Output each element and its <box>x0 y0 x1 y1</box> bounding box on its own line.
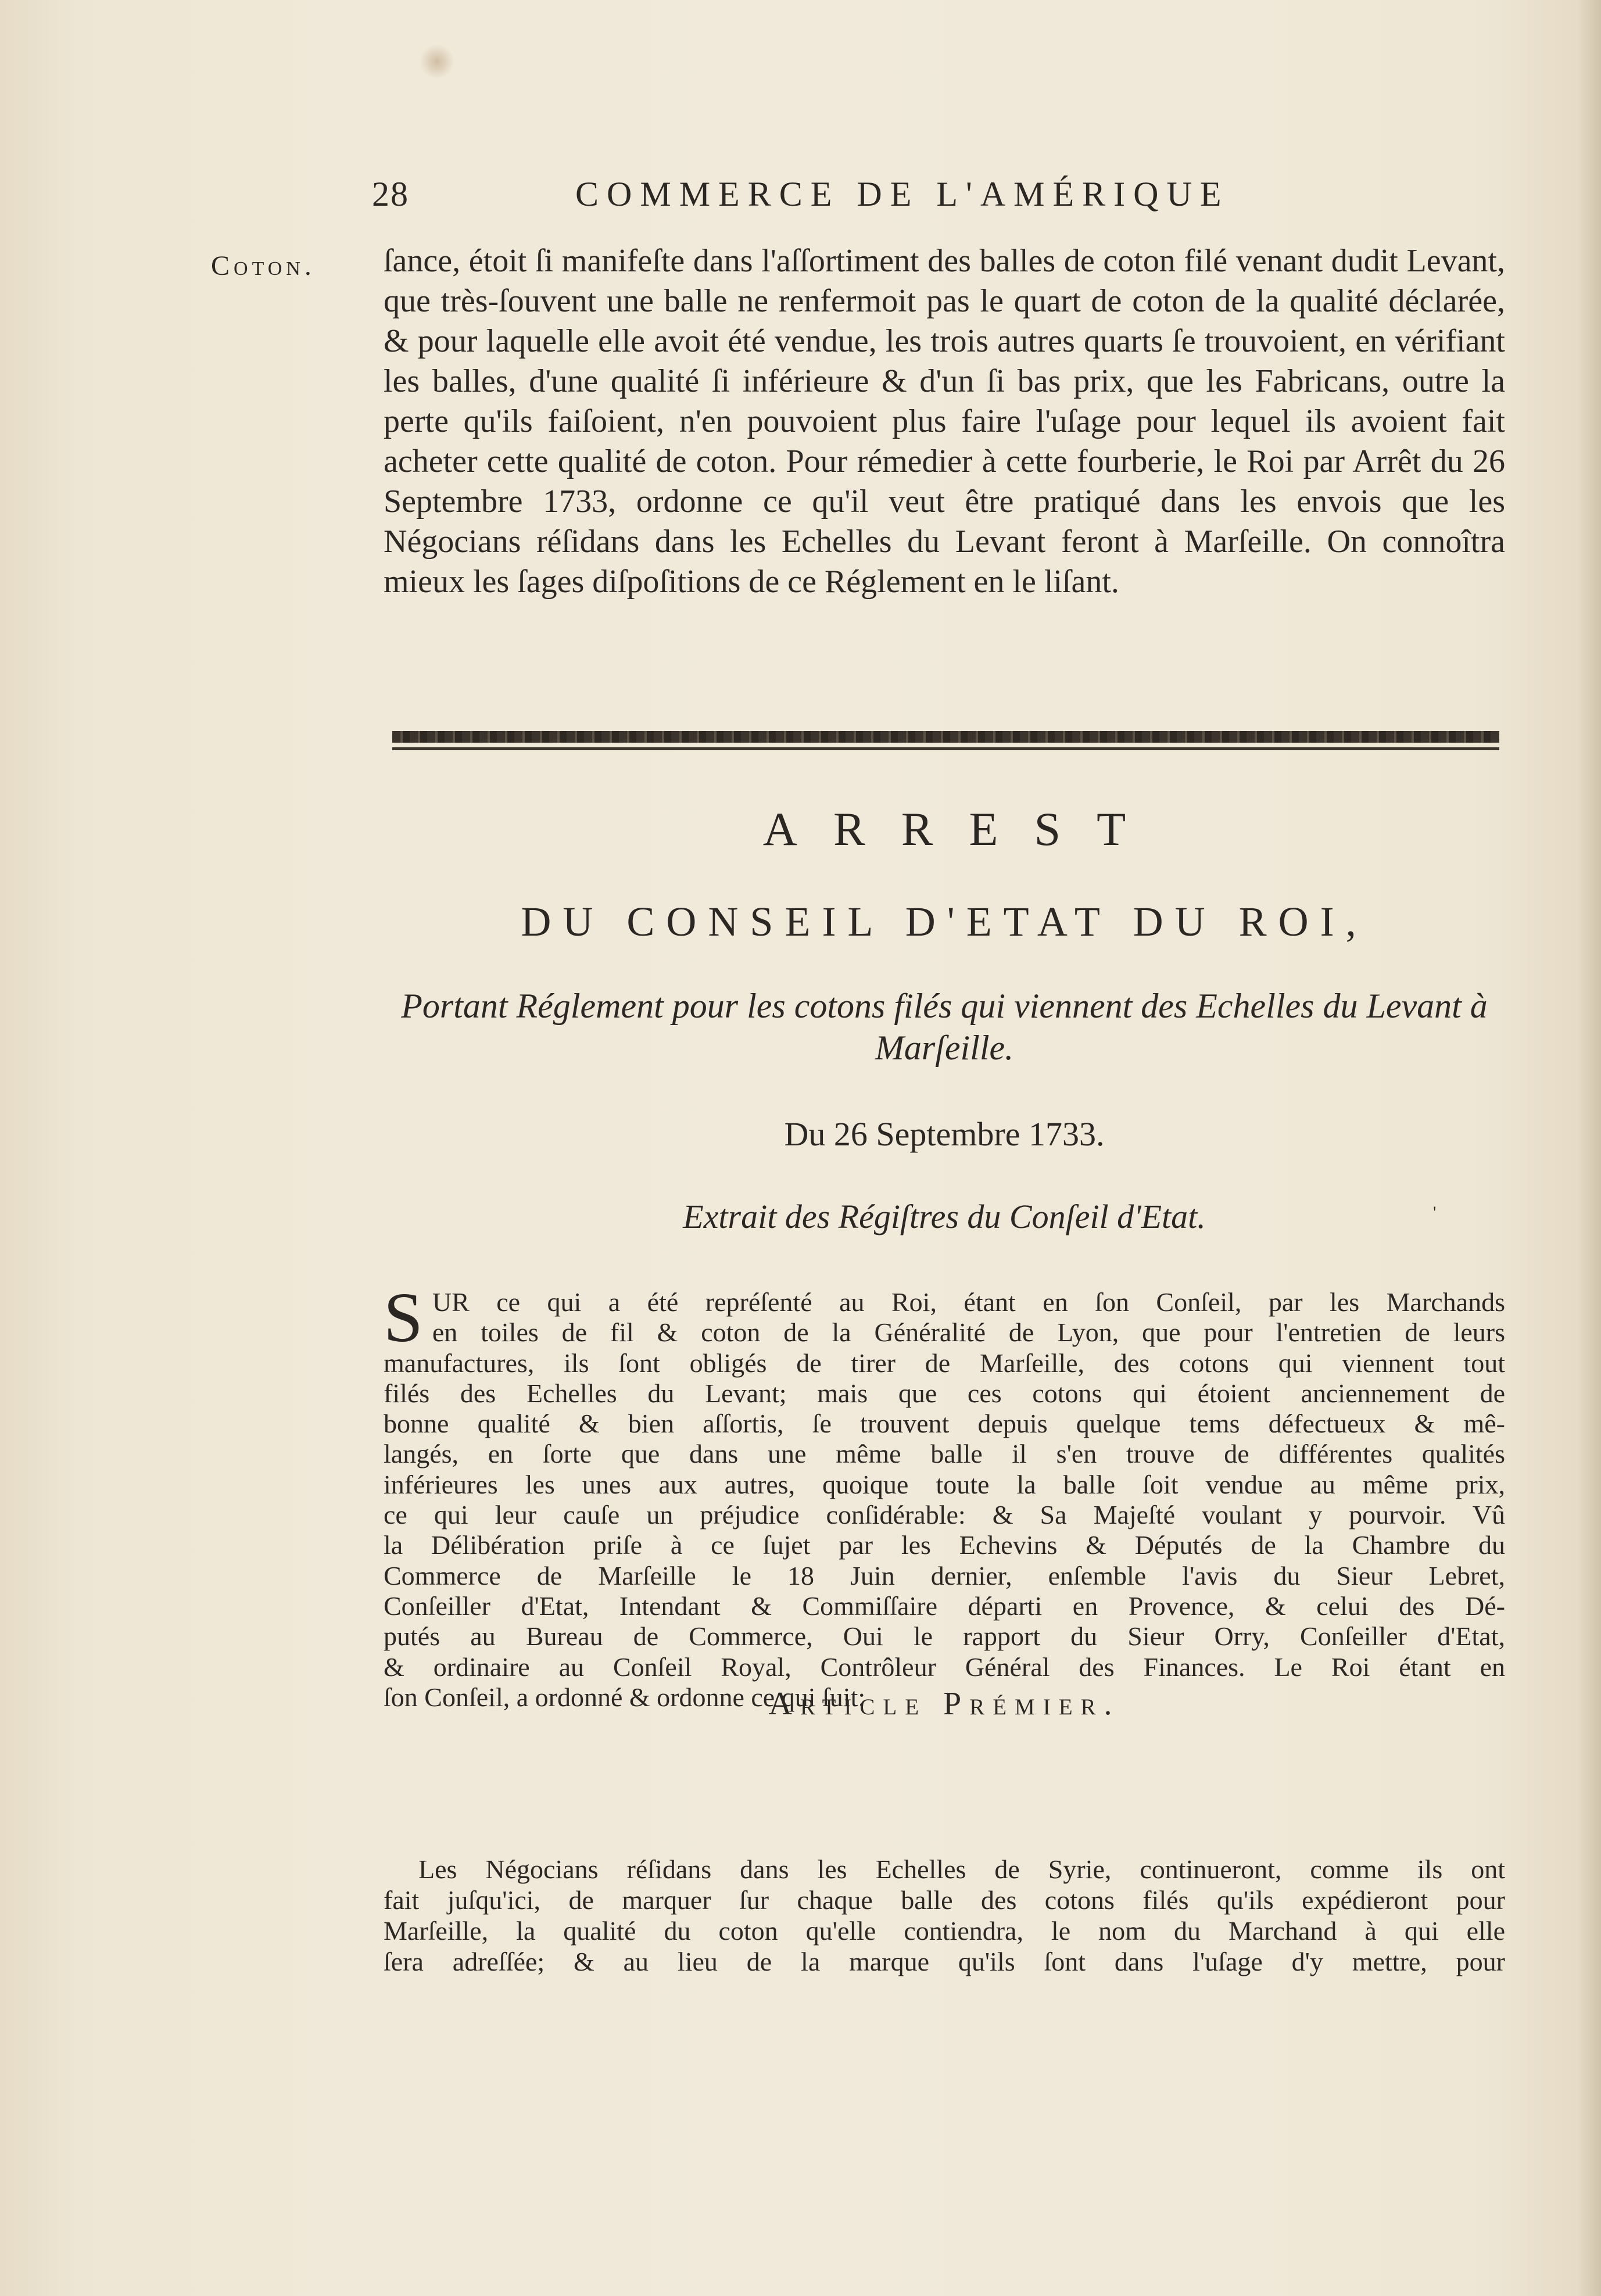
decree-line: filés des Echelles du Levant; mais que ces cotons qui étoient anciennement de <box>384 1378 1505 1408</box>
decree-line: & ordinaire au Conſeil Royal, Contrôleur Général des Finances. Le Roi étant en <box>384 1652 1505 1682</box>
decree-line: en toiles de fil & coton de la Généralité de Lyon, que pour l'entretien de leurs <box>432 1317 1505 1348</box>
decree-line: ſon Conſeil, a ordonné & ordonne ce qui ſuit: <box>384 1682 866 1712</box>
conseil-title: DU CONSEIL D'ETAT DU ROI, <box>521 898 1368 945</box>
page-number: 28 <box>372 175 409 213</box>
article-heading: Article Prémier. <box>768 1686 1120 1722</box>
decree-line: putés au Bureau de Commerce, Oui le rapport du Sieur Orry, Conſeiller d'Etat, <box>384 1621 1505 1652</box>
article-line: fait juſqu'ici, de marquer ſur chaque balle des cotons filés qu'ils expédieront pour <box>384 1885 1505 1915</box>
running-head <box>372 174 1348 227</box>
decree-paragraph <box>384 1278 1505 1713</box>
article-paragraph <box>384 1854 1505 1977</box>
decree-line: Conſeiller d'Etat, Intendant & Commiſſaire départi en Provence, & celui des Dé- <box>384 1591 1505 1621</box>
decree-line: Commerce de Marſeille le 18 Juin dernier, enſemble l'avis du Sieur Lebret, <box>384 1560 1505 1591</box>
article-line: Marſeille, la qualité du coton qu'elle contiendra, le nom du Marchand à qui elle <box>384 1916 1505 1946</box>
decree-line: bonne qualité & bien aſſortis, ſe trouvent depuis quelque tems défectueux & mê- <box>384 1409 1505 1439</box>
running-title: COMMERCE DE L'AMÉRIQUE <box>575 175 1230 213</box>
article-line: Les Négocians réſidans dans les Echelles de Syrie, continueront, comme ils ont <box>418 1854 1505 1884</box>
intro-paragraph: ſance, étoit ſi manifeſte dans l'aſſortiment des balles de coton filé venant dudit Levant, que très-ſouvent une balle ne renfermoit pas le quart de coton de la qualité déclarée, & pour laquelle elle avoit été vendue, les trois autres quarts ſe trouvoient, en vérifiant les balles, d'une qualité ſi inférieure & d'un ſi bas prix, que les Fabricans, outre la perte qu'ils faiſoient, n'en pouvoient plus faire l'uſage pour lequel ils avoient fait acheter cette qualité de coton. Pour rémedier à cette fourberie, le Roi par Arrêt du 26 Septembre 1733, ordonne ce qu'il veut être pratiqué dans les envois que les Négocians réſidans dans les Echelles du Levant feront à Marſeille. On connoîtra mieux les ſages diſpoſitions de ce Réglement en le liſant. <box>384 243 1505 600</box>
article-line: ſera adreſſée; & au lieu de la marque qu'ils ſont dans l'uſage d'y mettre, pour <box>384 1947 1505 1976</box>
ornament-band <box>392 731 1499 743</box>
paper-stain <box>420 44 454 79</box>
arrest-title: ARREST <box>762 803 1162 855</box>
drop-cap: S <box>384 1278 423 1357</box>
decree-line: ce qui leur cauſe un préjudice conſidérable: & Sa Majeſté voulant y pourvoir. Vû <box>384 1500 1505 1530</box>
decree-line: manufactures, ils ſont obligés de tirer de Marſeille, des cotons qui viennent tout <box>384 1348 1505 1378</box>
decorative-rule <box>392 731 1499 752</box>
rule-line <box>392 747 1499 750</box>
page-edge-shadow <box>1578 0 1601 2296</box>
decree-line: la Délibération priſe à ce ſujet par les Echevins & Députés de la Chambre du <box>384 1530 1505 1560</box>
decree-line: langés, en ſorte que dans une même balle il s'en trouve de différentes qualités <box>384 1439 1505 1469</box>
decree-line: inférieures les unes aux autres, quoique toute la balle ſoit vendue au même prix, <box>384 1469 1505 1499</box>
margin-note: Coton. <box>211 250 316 281</box>
decree-subtitle: Portant Réglement pour les cotons filés qui viennent des Echelles du Levant à Marſeille. <box>401 987 1488 1067</box>
decree-date: Du 26 Septembre 1733. <box>784 1115 1105 1153</box>
stray-mark: ' <box>1433 1203 1437 1222</box>
decree-line: UR ce qui a été repréſenté au Roi, étant en ſon Conſeil, par les Marchands <box>432 1287 1505 1317</box>
extract-line: Extrait des Régiſtres du Conſeil d'Etat. <box>683 1198 1206 1235</box>
